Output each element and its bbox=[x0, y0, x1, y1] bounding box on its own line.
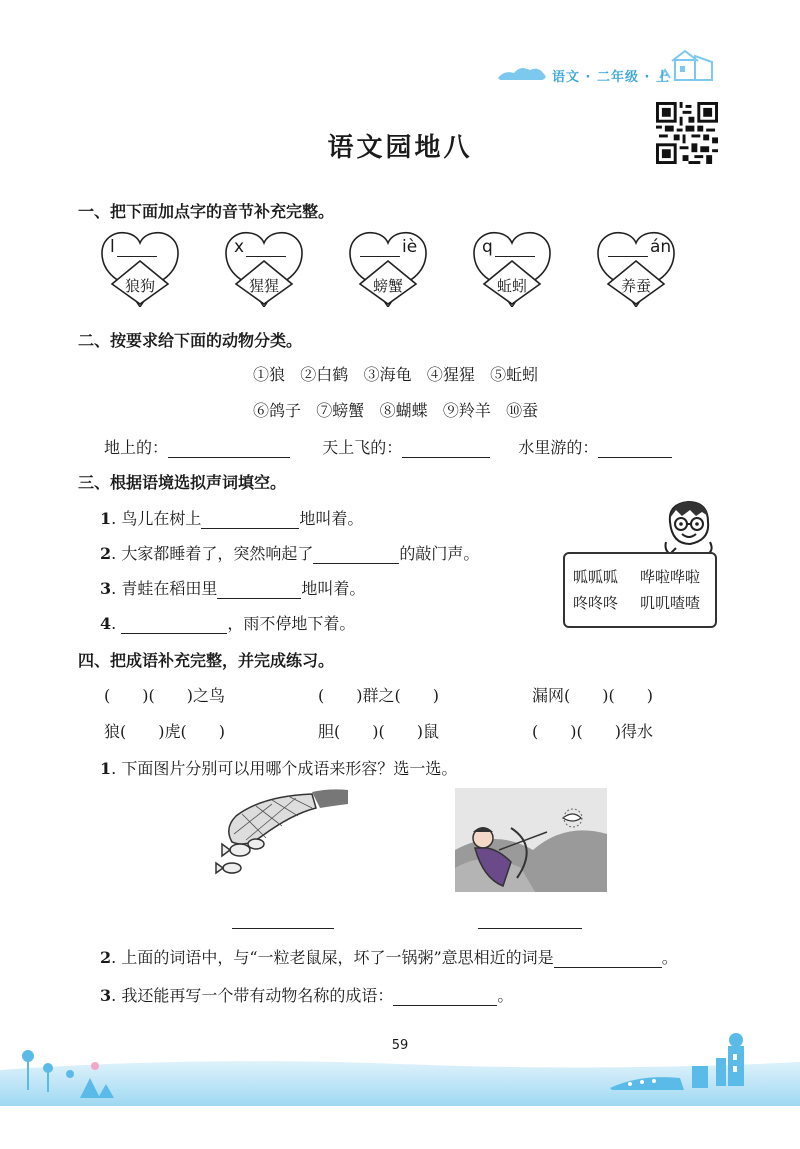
question-text: . 上面的词语中，与“一粒老鼠屎，坏了一锅粥”意思相近的词是 bbox=[111, 948, 554, 967]
question-text: . bbox=[111, 614, 122, 633]
ground-label: 地上的： bbox=[104, 438, 169, 457]
question-number: 2 bbox=[100, 948, 112, 967]
question-text: . 大家都睡着了，突然响起了 bbox=[111, 544, 314, 563]
idiom-blank[interactable]: 胆( )( )鼠 bbox=[318, 722, 439, 741]
pinyin-line[interactable] bbox=[358, 237, 420, 257]
idiom-blank[interactable]: ( )( )之鸟 bbox=[104, 686, 225, 705]
idiom-question-3 bbox=[100, 983, 513, 1006]
section-4-heading: 四、把成语补充完整，并完成练习。 bbox=[78, 651, 335, 670]
question-text: . 鸟儿在树上 bbox=[111, 509, 202, 528]
idiom-blank[interactable]: 狼( )虎( ) bbox=[104, 722, 225, 741]
pinyin-word: 螃蟹 bbox=[372, 277, 403, 295]
pinyin-blank[interactable] bbox=[495, 240, 535, 257]
question-number: 3 bbox=[100, 579, 112, 598]
pinyin-heart-item bbox=[348, 229, 428, 309]
question-number: 2 bbox=[100, 544, 112, 563]
animal-item: ①狼 bbox=[253, 365, 286, 384]
animal-item: ③海龟 bbox=[363, 365, 412, 384]
pinyin-heart-item bbox=[596, 229, 676, 309]
onomatopoeia-word-bank bbox=[563, 552, 717, 628]
question-text: ，雨不停地下着。 bbox=[227, 614, 356, 633]
animal-item: ⑧蝴蝶 bbox=[379, 401, 428, 420]
fish-net-illustration bbox=[212, 786, 352, 892]
answer-blank[interactable] bbox=[201, 510, 299, 529]
sky-label: 天上飞的： bbox=[322, 438, 403, 457]
animal-item: ⑩蚕 bbox=[506, 401, 539, 420]
word-bank-option: 咚咚咚 bbox=[573, 594, 619, 612]
question-text: 地叫着。 bbox=[301, 579, 366, 598]
question-text: 地叫着。 bbox=[299, 509, 364, 528]
question-number: 1 bbox=[100, 509, 112, 528]
answer-blank[interactable] bbox=[554, 949, 662, 968]
picture-2-answer-blank[interactable] bbox=[478, 910, 582, 929]
word-bank-option: 哗啦哗啦 bbox=[640, 568, 701, 586]
classify-answers bbox=[104, 435, 672, 458]
pinyin-heart-item bbox=[472, 229, 552, 309]
pinyin-word: 蚯蚓 bbox=[496, 277, 527, 295]
pinyin-line[interactable] bbox=[110, 237, 172, 257]
section-2-heading: 二、按要求给下面的动物分类。 bbox=[78, 331, 303, 350]
question-number: 1 bbox=[100, 759, 112, 778]
answer-blank[interactable] bbox=[313, 545, 399, 564]
idiom-question-1 bbox=[100, 756, 457, 779]
answer-blank[interactable] bbox=[121, 615, 227, 634]
animal-item: ④猩猩 bbox=[426, 365, 475, 384]
pinyin-prefix: l bbox=[110, 237, 115, 257]
pinyin-word: 狼狗 bbox=[124, 277, 155, 295]
animal-item: ⑨羚羊 bbox=[442, 401, 491, 420]
section-1-heading: 一、把下面加点字的音节补充完整。 bbox=[78, 202, 335, 221]
archer-bird-illustration bbox=[455, 788, 607, 892]
animal-item: ⑦螃蟹 bbox=[316, 401, 365, 420]
question-text: . 我还能再写一个带有动物名称的成语： bbox=[111, 986, 394, 1005]
pinyin-suffix: án bbox=[650, 237, 672, 257]
pinyin-blank[interactable] bbox=[608, 240, 648, 257]
question-text: 。 bbox=[661, 948, 678, 967]
pinyin-word: 猩猩 bbox=[248, 277, 279, 295]
pinyin-prefix: x bbox=[234, 237, 245, 257]
idiom-blank[interactable]: ( )群之( ) bbox=[318, 686, 439, 705]
cartoon-boy-icon bbox=[660, 498, 720, 558]
pinyin-word: 养蚕 bbox=[620, 277, 651, 295]
ground-answer-blank[interactable] bbox=[168, 439, 290, 458]
question-number: 3 bbox=[100, 986, 112, 1005]
pinyin-prefix: q bbox=[482, 237, 493, 257]
answer-blank[interactable] bbox=[217, 580, 301, 599]
onomatopoeia-question-4 bbox=[100, 611, 355, 634]
sky-answer-blank[interactable] bbox=[402, 439, 490, 458]
animal-list-row-1 bbox=[253, 362, 538, 385]
question-number: 4 bbox=[100, 614, 112, 633]
pinyin-blank[interactable] bbox=[360, 240, 400, 257]
pinyin-heart-item bbox=[100, 229, 180, 309]
answer-blank[interactable] bbox=[393, 987, 497, 1006]
pinyin-blank[interactable] bbox=[117, 240, 157, 257]
picture-1-answer-blank[interactable] bbox=[232, 910, 334, 929]
idiom-question-2 bbox=[100, 945, 678, 968]
page-number: 59 bbox=[391, 1038, 409, 1053]
idiom-blank[interactable]: 漏网( )( ) bbox=[532, 686, 653, 705]
onomatopoeia-question-3 bbox=[100, 576, 365, 599]
onomatopoeia-question-2 bbox=[100, 541, 479, 564]
pinyin-line[interactable] bbox=[606, 237, 672, 257]
pinyin-heart-item bbox=[224, 229, 304, 309]
word-bank-option: 呱呱呱 bbox=[573, 568, 619, 586]
animal-item: ⑥鸽子 bbox=[253, 401, 302, 420]
water-label: 水里游的： bbox=[518, 438, 599, 457]
question-text: . 下面图片分别可以用哪个成语来形容？选一选。 bbox=[111, 759, 458, 778]
pinyin-line[interactable] bbox=[482, 237, 544, 257]
pinyin-line[interactable] bbox=[234, 237, 296, 257]
page-title: 语文园地八 bbox=[327, 133, 473, 163]
pinyin-blank[interactable] bbox=[246, 240, 286, 257]
animal-item: ⑤蚯蚓 bbox=[490, 365, 539, 384]
animal-item: ②白鹤 bbox=[300, 365, 349, 384]
header-label: 语文 · 二年级 · 上 bbox=[552, 70, 670, 85]
pinyin-suffix: iè bbox=[402, 237, 418, 257]
word-bank-option: 叽叽喳喳 bbox=[640, 594, 701, 612]
section-3-heading: 三、根据语境选拟声词填空。 bbox=[78, 473, 287, 492]
question-text: . 青蛙在稻田里 bbox=[111, 579, 218, 598]
question-text: 的敲门声。 bbox=[399, 544, 480, 563]
idiom-blank[interactable]: ( )( )得水 bbox=[532, 722, 653, 741]
onomatopoeia-question-1 bbox=[100, 506, 363, 529]
water-answer-blank[interactable] bbox=[598, 439, 672, 458]
question-text: 。 bbox=[497, 986, 514, 1005]
animal-list-row-2 bbox=[253, 398, 538, 421]
